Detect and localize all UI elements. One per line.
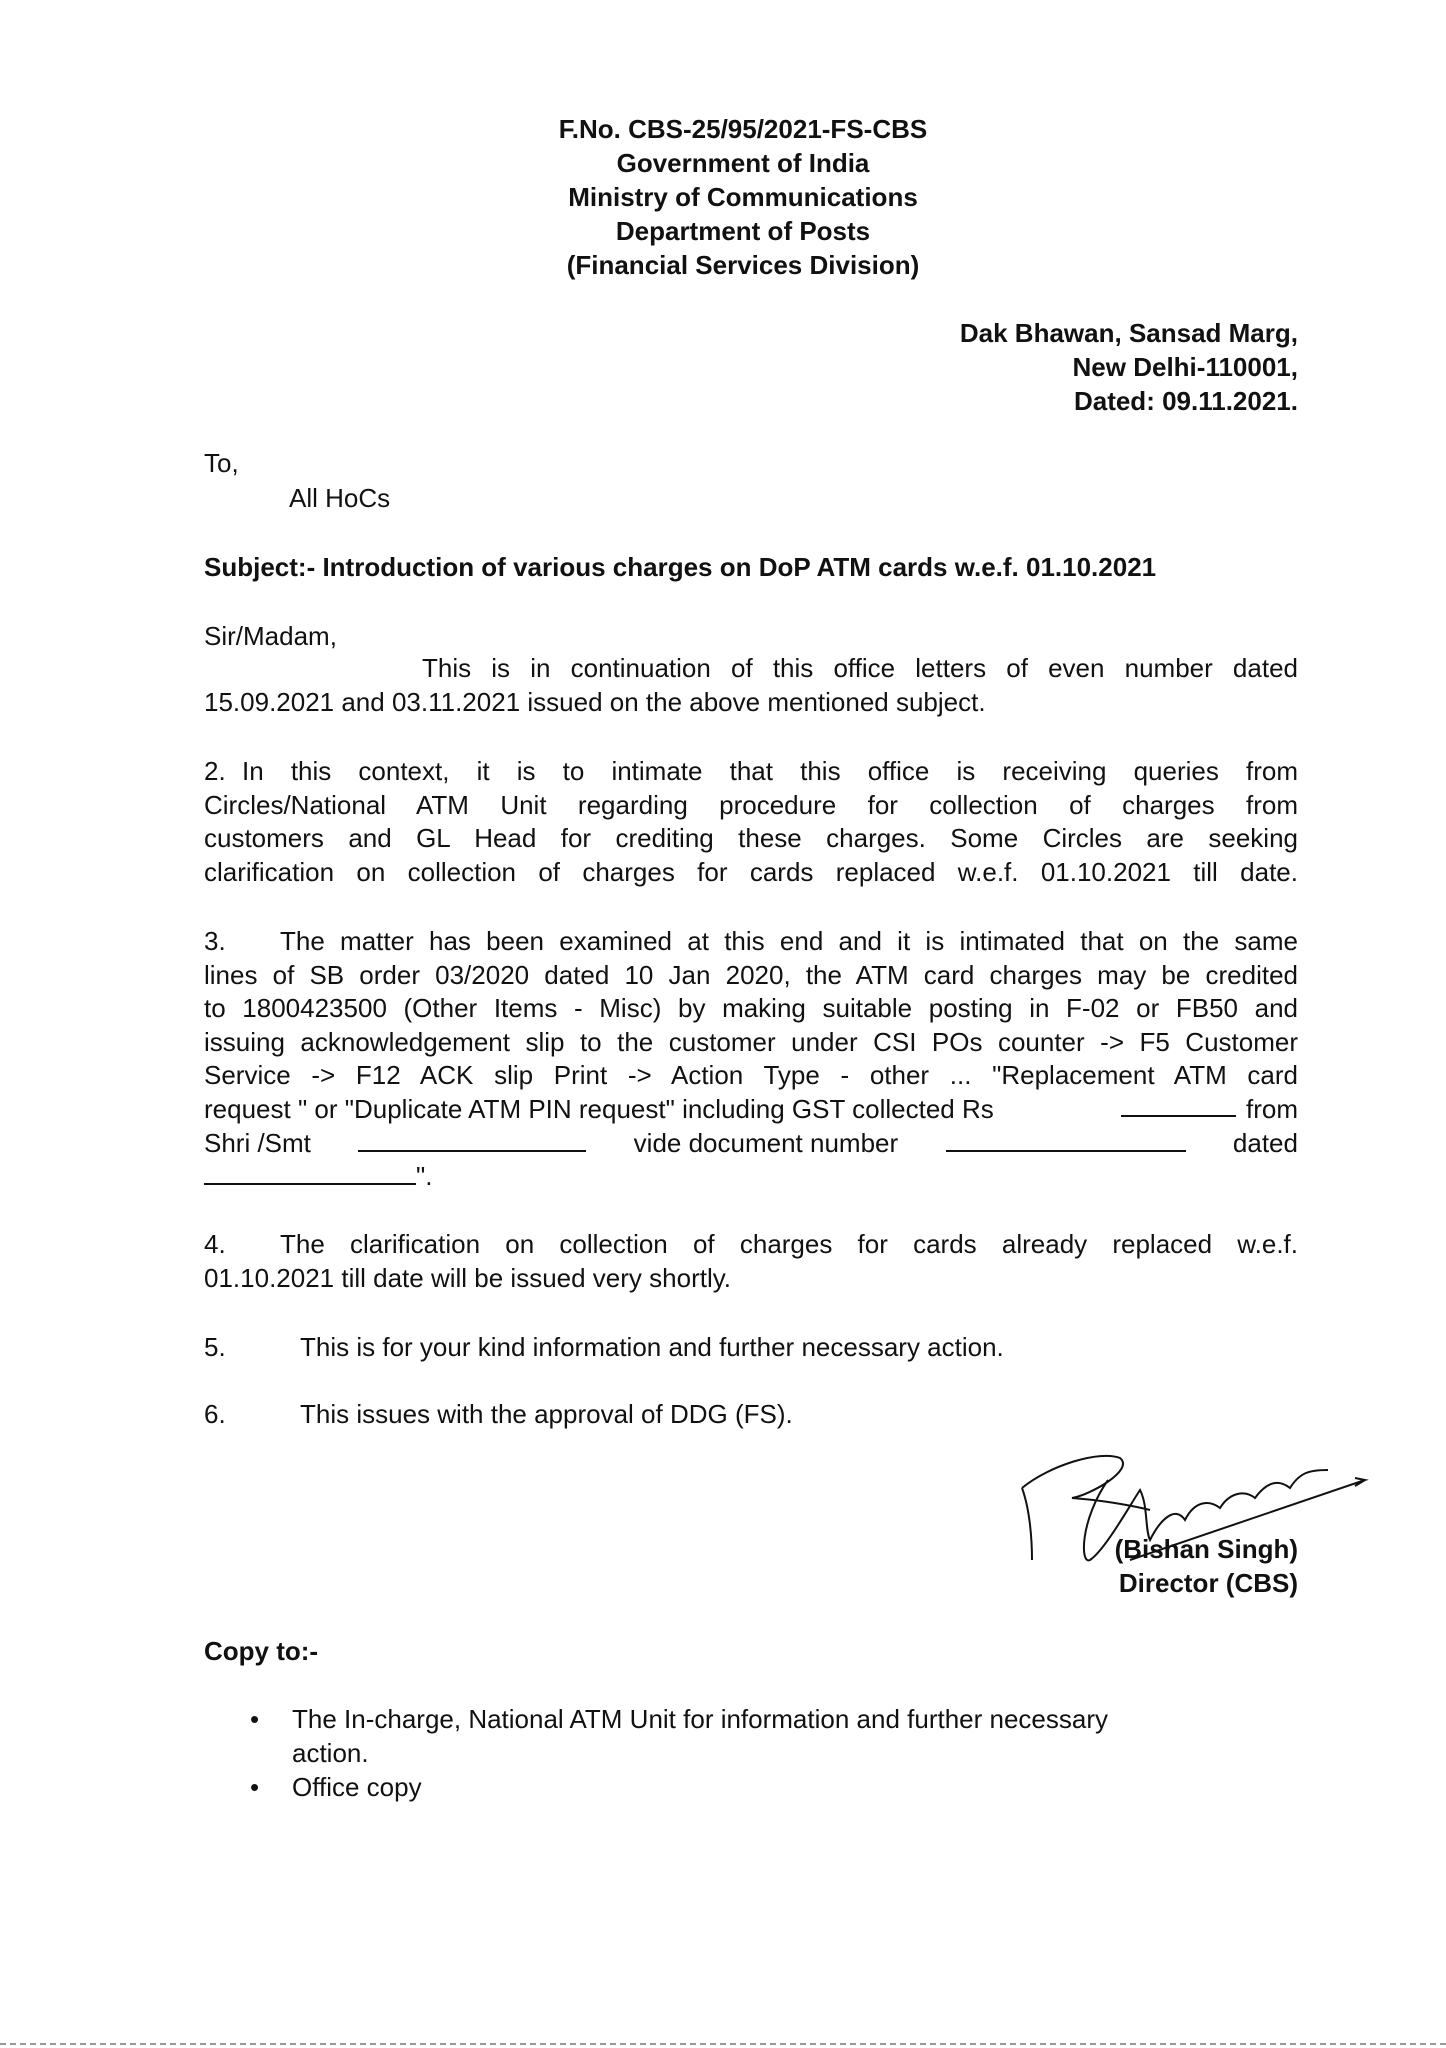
- para-text: dated: [1232, 1127, 1298, 1158]
- para-text: Shri /Smt: [204, 1127, 311, 1158]
- to-label: To,: [204, 448, 239, 478]
- para-number: 4.: [204, 1229, 226, 1259]
- paragraph-3: [204, 925, 1298, 1194]
- para-line: This is in continuation of this office letters of even number dated: [422, 653, 1298, 683]
- para-text: from: [1246, 1093, 1298, 1124]
- document-number-blank: [946, 1128, 1186, 1152]
- para-number: 6.: [204, 1399, 226, 1429]
- paragraph-5: [204, 1331, 1298, 1365]
- para-line: to 1800423500 (Other Items - Misc) by making suitable posting in F-02 or FB50 and: [204, 993, 1298, 1024]
- address-line: Dak Bhawan, Sansad Marg,: [959, 318, 1298, 348]
- signatory-name: (Bishan Singh): [1114, 1534, 1298, 1564]
- para-number: 3.: [204, 926, 226, 956]
- letter-date: Dated: 09.11.2021.: [1073, 386, 1298, 416]
- paragraph-2: [204, 755, 1298, 889]
- bullet-icon: •: [250, 1704, 260, 1734]
- header-line: Government of India: [616, 148, 870, 178]
- recipient: All HoCs: [289, 483, 391, 513]
- para-line: In this context, it is to intimate that this office is receiving queries from: [242, 756, 1298, 786]
- signatory-designation: Director (CBS): [1118, 1568, 1298, 1598]
- para-line: 15.09.2021 and 03.11.2021 issued on the above mentioned subject.: [204, 686, 986, 717]
- header-line: Ministry of Communications: [568, 182, 918, 212]
- date-blank: [204, 1161, 416, 1185]
- para-line: issuing acknowledgement slip to the customer under CSI POs counter -> F5 Customer: [204, 1026, 1298, 1057]
- header-line: Department of Posts: [615, 216, 871, 246]
- para-line: The clarification on collection of charges for cards already replaced w.e.f.: [280, 1229, 1298, 1259]
- para-line: Circles/National ATM Unit regarding procedure for collection of charges from: [204, 789, 1298, 820]
- bullet-icon: •: [250, 1772, 260, 1802]
- para-line: This issues with the approval of DDG (FS).: [300, 1399, 793, 1429]
- para-line: Service -> F12 ACK slip Print -> Action Type - other ... "Replacement ATM card: [204, 1060, 1298, 1091]
- subject: Subject:- Introduction of various charges on DoP ATM cards w.e.f. 01.10.2021: [204, 552, 1157, 582]
- address-line: New Delhi-110001,: [1072, 352, 1298, 382]
- copy-to-label: Copy to:-: [204, 1636, 319, 1666]
- para-line: 01.10.2021 till date will be issued very shortly.: [204, 1262, 732, 1293]
- name-blank: [358, 1128, 586, 1152]
- sender-address: [960, 316, 1298, 418]
- para-number: 2.: [204, 756, 226, 786]
- copy-item-text: Office copy: [292, 1772, 422, 1802]
- header-line: (Financial Services Division): [566, 250, 920, 280]
- para-number: 5.: [204, 1332, 226, 1362]
- para-line: customers and GL Head for crediting these charges. Some Circles are seeking: [204, 823, 1298, 854]
- para-text: ".: [416, 1161, 433, 1192]
- para-line: clarification on collection of charges for cards replaced w.e.f. 01.10.2021 till date.: [204, 856, 1298, 887]
- para-line: request " or "Duplicate ATM PIN request" including GST collected Rs: [204, 1093, 994, 1124]
- paragraph-4: [204, 1228, 1298, 1295]
- paragraph-1: [204, 652, 1298, 719]
- salutation: Sir/Madam,: [204, 621, 337, 651]
- letter-header: [0, 112, 1446, 282]
- amount-blank: [1121, 1093, 1236, 1117]
- file-number: F.No. CBS-25/95/2021-FS-CBS: [558, 114, 928, 144]
- para-line: The matter has been examined at this end and it is intimated that on the same: [280, 926, 1298, 956]
- para-line: lines of SB order 03/2020 dated 10 Jan 2020, the ATM card charges may be credited: [204, 959, 1298, 990]
- page-edge-divider: [0, 2043, 1446, 2045]
- para-text: vide document number: [633, 1127, 899, 1158]
- copy-item-text: The In-charge, National ATM Unit for information and further necessary: [292, 1704, 1109, 1734]
- copy-to-item: [250, 1770, 1250, 1804]
- para-line: This is for your kind information and further necessary action.: [300, 1332, 1004, 1362]
- copy-item-text: action.: [292, 1738, 369, 1768]
- copy-to-item: [250, 1702, 1250, 1770]
- signatory-block: [1115, 1532, 1298, 1600]
